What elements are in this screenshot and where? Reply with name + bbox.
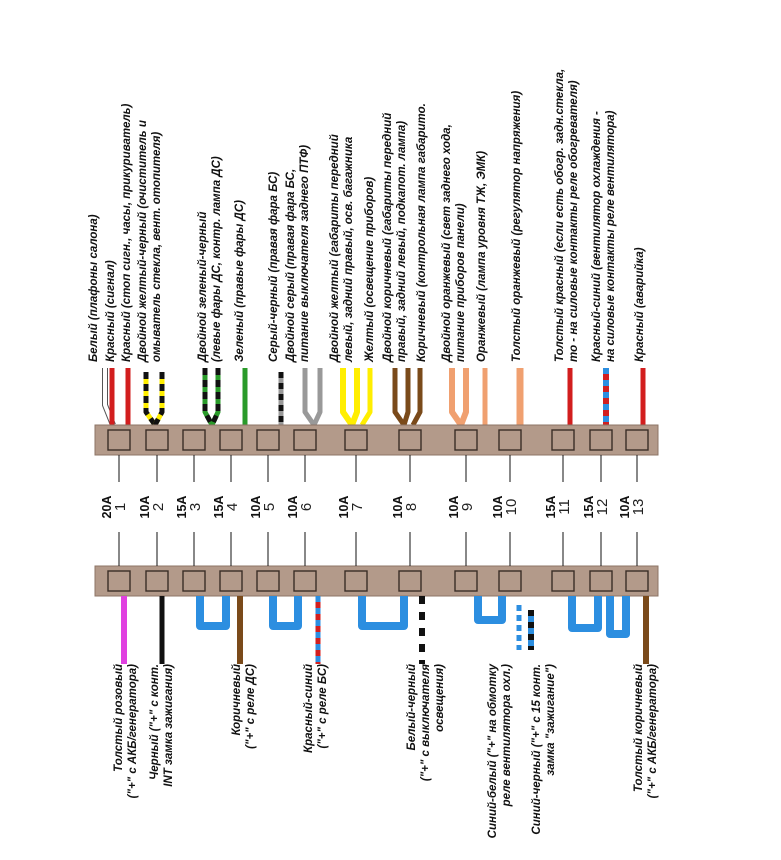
fuse-number-13: 13	[630, 498, 647, 516]
fuse-rating-11: 15A	[544, 495, 558, 519]
top-label-1-line-1: Белый (плафоны салона)	[88, 214, 100, 362]
top-label-9-line-2: левый, задний правый, осв. багажника	[343, 136, 355, 362]
fuse-rating-3: 15A	[175, 495, 189, 519]
bottom-label-8-line-2: ("+" с АКБ/генератора)	[647, 664, 659, 799]
fuse-number-11: 11	[556, 499, 573, 515]
top-label-9-line-1: Двойной желтый (габариты передний	[329, 134, 341, 362]
fuse-rating-7: 10A	[337, 495, 351, 519]
bottom-label-6-line-2: реле вентилятора охл.)	[501, 664, 513, 807]
fuse-rating-6: 10A	[286, 495, 300, 519]
fuse-number-3: 3	[187, 502, 204, 512]
bottom-label-3-line-1: Коричневый	[231, 664, 243, 736]
top-label-16-line-1: Толстый красный (если есть обогр. задн.стекла,	[554, 68, 566, 362]
fuse-number-10: 10	[503, 498, 520, 516]
fuse-rating-4: 15A	[212, 495, 226, 519]
bottom-label-3-line-2: ("+" с реле ДС)	[245, 664, 257, 749]
top-label-4-line-1: Двойной желтый-черный (очиститель и	[137, 120, 149, 362]
top-label-18-line-1: Красный (аварийка)	[634, 247, 646, 362]
bottom-label-6-line-1: Синий-белый ("+" на обмотку	[487, 664, 499, 839]
fuse-number-5: 5	[261, 502, 278, 512]
bottom-label-5-line-3: освещения)	[434, 664, 446, 732]
top-label-14-line-1: Оранжевый (лампа уровня ТЖ, ЭМК)	[476, 150, 488, 362]
fuse-number-1: 1	[112, 502, 129, 512]
fuse-number-8: 8	[403, 502, 420, 512]
fuse-rating-2: 10A	[138, 495, 152, 519]
bottom-label-1-line-2: ("+" с АКБ/генератора)	[127, 664, 139, 799]
top-label-5-line-2: (левые фары ДС, контр. лампа ДС)	[211, 156, 223, 362]
fuse-rating-9: 10A	[447, 495, 461, 519]
bottom-label-2-line-2: INT замка зажигания)	[163, 664, 175, 787]
top-label-2-line-1: Красный (сигнал)	[105, 260, 117, 362]
fuse-rating-8: 10A	[391, 495, 405, 519]
bottom-label-1-line-1: Толстый розовый	[113, 664, 125, 772]
fuse-number-2: 2	[150, 502, 167, 512]
top-label-12-line-1: Коричневый (контрольная лампа габарито.	[416, 103, 428, 362]
top-label-15-line-1: Толстый оранжевый (регулятор напряжения)	[511, 90, 523, 362]
top-label-13-line-1: Двойной оранжевый (свет заднего хода,	[441, 124, 453, 362]
bottom-label-5-line-1: Белый-черный	[406, 664, 418, 751]
bottom-label-5-line-2: ("+" с выключателя	[420, 664, 432, 782]
bottom-label-8-line-1: Толстый коричневый	[633, 664, 645, 793]
bottom-label-7-line-1: Синий-черный ("+" с 15 конт.	[531, 664, 543, 835]
fuse-number-4: 4	[224, 502, 241, 512]
top-label-4-line-2: омыватель стекла, вент. отопителя)	[151, 131, 163, 362]
bottom-label-4-line-1: Красный-синий	[303, 664, 315, 753]
top-label-11-line-1: Двойной коричневый (габариты передний	[382, 112, 394, 362]
top-label-7-line-1: Серый-черный (правая фара БС)	[268, 171, 280, 362]
bottom-label-2-line-1: Черный ("+" с конт.	[149, 664, 161, 780]
top-label-10-line-1: Желтый (освещение приборов)	[364, 176, 376, 362]
bottom-label-7-line-2: замка "зажигание")	[545, 664, 557, 776]
fuse-number-7: 7	[349, 502, 366, 512]
top-label-6-line-1: Зеленый (правые фары ДС)	[234, 200, 246, 362]
fuse-number-9: 9	[459, 502, 476, 512]
top-label-17-line-2: на силовые контакты реле вентилятора)	[605, 110, 617, 362]
top-label-8-line-2: питание выключателя заднего ПТФ)	[299, 144, 311, 362]
top-label-11-line-2: правый, задний левый, подкапот. лампа)	[396, 120, 408, 362]
fuse-number-12: 12	[594, 498, 611, 516]
top-label-16-line-2: то - на силовые контакты реле обогревателя)	[568, 80, 580, 362]
fuse-number-6: 6	[298, 502, 315, 512]
fuse-rating-1: 20A	[100, 495, 114, 519]
fuse-rating-13: 10A	[618, 495, 632, 519]
top-label-3-line-1: Красный (стоп сигн., часы, прикуриватель)	[121, 103, 133, 362]
top-label-5-line-1: Двойной зеленый-черный	[197, 211, 209, 362]
top-label-13-line-2: питание приборов панели)	[455, 203, 467, 362]
bottom-label-4-line-2: ("+" с реле БС)	[317, 664, 329, 749]
fuse-rating-5: 10A	[249, 495, 263, 519]
fuse-rating-10: 10A	[491, 495, 505, 519]
fuse-rating-12: 15A	[582, 495, 596, 519]
top-label-17-line-1: Красный-синий (вентилятор охлаждения -	[591, 111, 603, 362]
top-label-8-line-1: Двойной серый (правая фара БС,	[285, 168, 297, 362]
